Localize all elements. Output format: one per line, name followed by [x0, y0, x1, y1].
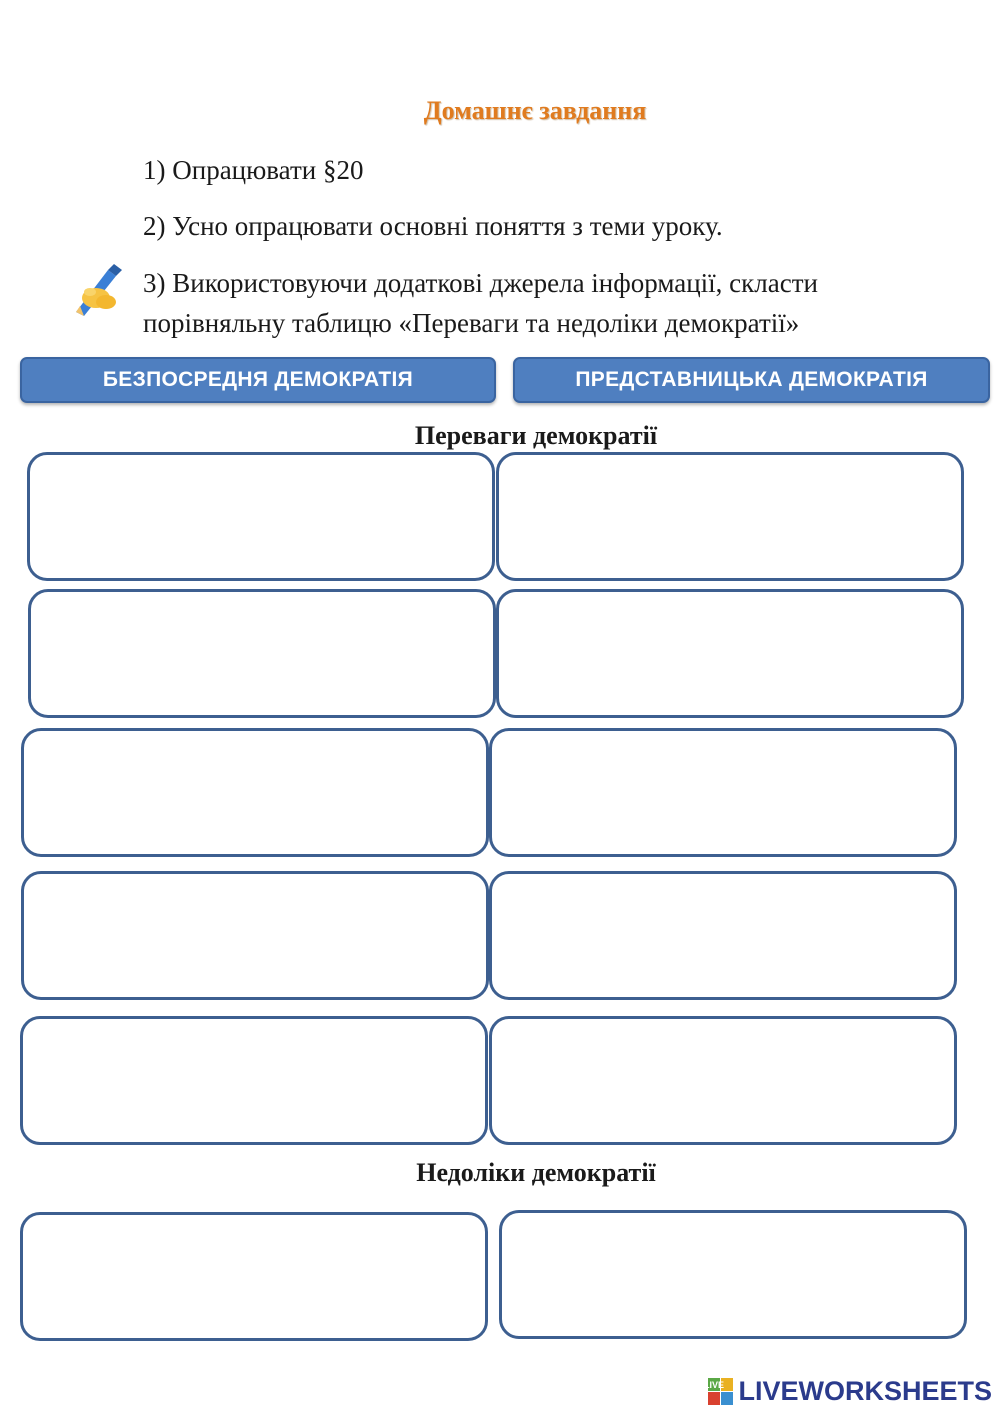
- column-header-direct[interactable]: БЕЗПОСРЕДНЯ ДЕМОКРАТІЯ: [20, 357, 496, 403]
- answer-box-adv-direct-5[interactable]: [20, 1016, 488, 1145]
- writing-hand-icon: [70, 262, 130, 318]
- answer-box-adv-direct-3[interactable]: [21, 728, 489, 857]
- answer-box-adv-representative-2[interactable]: [496, 589, 964, 718]
- task-3: [143, 263, 818, 343]
- logo-letter-l: LIVE: [704, 1379, 725, 1390]
- answer-box-adv-direct-2[interactable]: [28, 589, 496, 718]
- liveworksheets-logo-icon: [704, 1378, 734, 1406]
- task-1: 1) Опрацювати §20: [143, 155, 364, 185]
- task-2: 2) Усно опрацювати основні поняття з теми уроку.: [143, 211, 723, 241]
- answer-box-adv-representative-3[interactable]: [489, 728, 957, 857]
- answer-box-dis-direct-1[interactable]: [20, 1212, 488, 1341]
- column-header-representative[interactable]: ПРЕДСТАВНИЦЬКА ДЕМОКРАТІЯ: [513, 357, 990, 403]
- answer-box-adv-direct-4[interactable]: [21, 871, 489, 1000]
- page-title: Домашнє завдання: [423, 96, 647, 125]
- brand-watermark: [704, 1376, 992, 1407]
- answer-box-dis-representative-1[interactable]: [499, 1210, 967, 1339]
- section-title-disadvantages: Недоліки демократії: [416, 1158, 656, 1187]
- answer-box-adv-representative-1[interactable]: [496, 452, 964, 581]
- task-3-line-1: 3) Використовуючи додаткові джерела інформації, скласти: [143, 268, 818, 298]
- section-title-advantages: Переваги демократії: [414, 421, 658, 450]
- task-3-line-2: порівняльну таблицю «Переваги та недоліки демократії»: [143, 308, 800, 338]
- answer-box-adv-direct-1[interactable]: [27, 452, 495, 581]
- answer-box-adv-representative-4[interactable]: [489, 871, 957, 1000]
- answer-box-adv-representative-5[interactable]: [489, 1016, 957, 1145]
- brand-name: LIVEWORKSHEETS: [738, 1376, 992, 1406]
